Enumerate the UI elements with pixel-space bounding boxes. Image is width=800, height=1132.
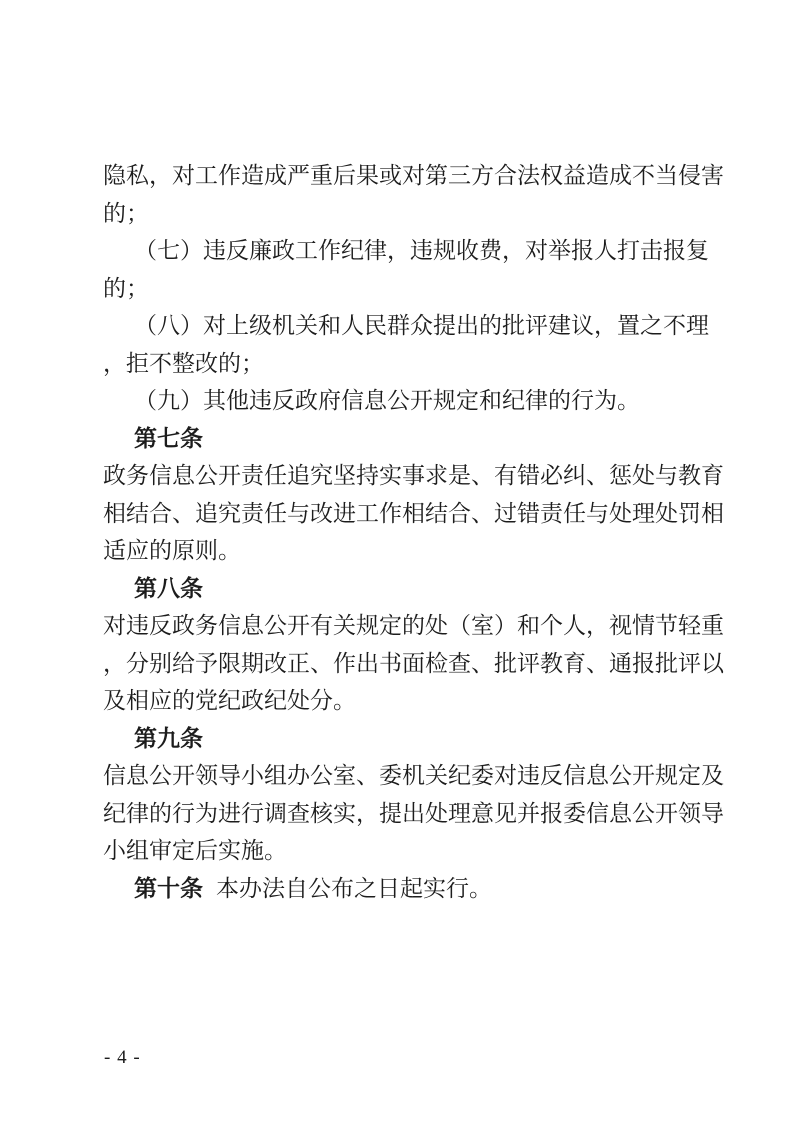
article-10-text: 本办法自公布之日起实行。 <box>216 875 492 901</box>
text-line: 及相应的党纪政纪处分。 <box>103 688 356 713</box>
article-heading-9: 第九条 <box>134 725 203 751</box>
text-line: 的； <box>103 275 149 301</box>
page-number: - 4 - <box>104 1047 141 1068</box>
text-line-item-9: （九）其他违反政府信息公开规定和纪律的行为。 <box>134 388 640 413</box>
article-heading-7: 第七条 <box>134 425 203 451</box>
text-line: 小组审定后实施。 <box>103 838 287 863</box>
document-body <box>103 157 724 907</box>
text-line: 政务信息公开责任追究坚持实事求是、有错必纠、惩处与教育 <box>103 463 724 488</box>
text-line-item-8: （八）对上级机关和人民群众提出的批评建议，置之不理 <box>134 313 709 338</box>
article-heading-10: 第十条 <box>134 875 203 901</box>
text-line-item-7: （七）违反廉政工作纪律，违规收费，对举报人打击报复 <box>134 238 709 263</box>
text-line: 纪律的行为进行调查核实，提出处理意见并报委信息公开领导 <box>103 800 724 826</box>
text-line-article-10 <box>103 870 701 908</box>
text-line: 隐私，对工作造成严重后果或对第三方合法权益造成不当侵害 <box>103 163 724 188</box>
text-line: ，分别给予限期改正、作出书面检查、批评教育、通报批评以 <box>103 650 724 676</box>
article-heading-8: 第八条 <box>134 575 203 601</box>
text-line: 信息公开领导小组办公室、委机关纪委对违反信息公开规定及 <box>103 763 724 788</box>
text-line: 对违反政务信息公开有关规定的处（室）和个人，视情节轻重 <box>103 613 724 638</box>
text-line: 相结合、追究责任与改进工作相结合、过错责任与处理处罚相 <box>103 500 724 526</box>
text-line: 的； <box>103 200 149 226</box>
text-line: ，拒不整改的； <box>103 350 264 376</box>
text-line: 适应的原则。 <box>103 538 241 563</box>
